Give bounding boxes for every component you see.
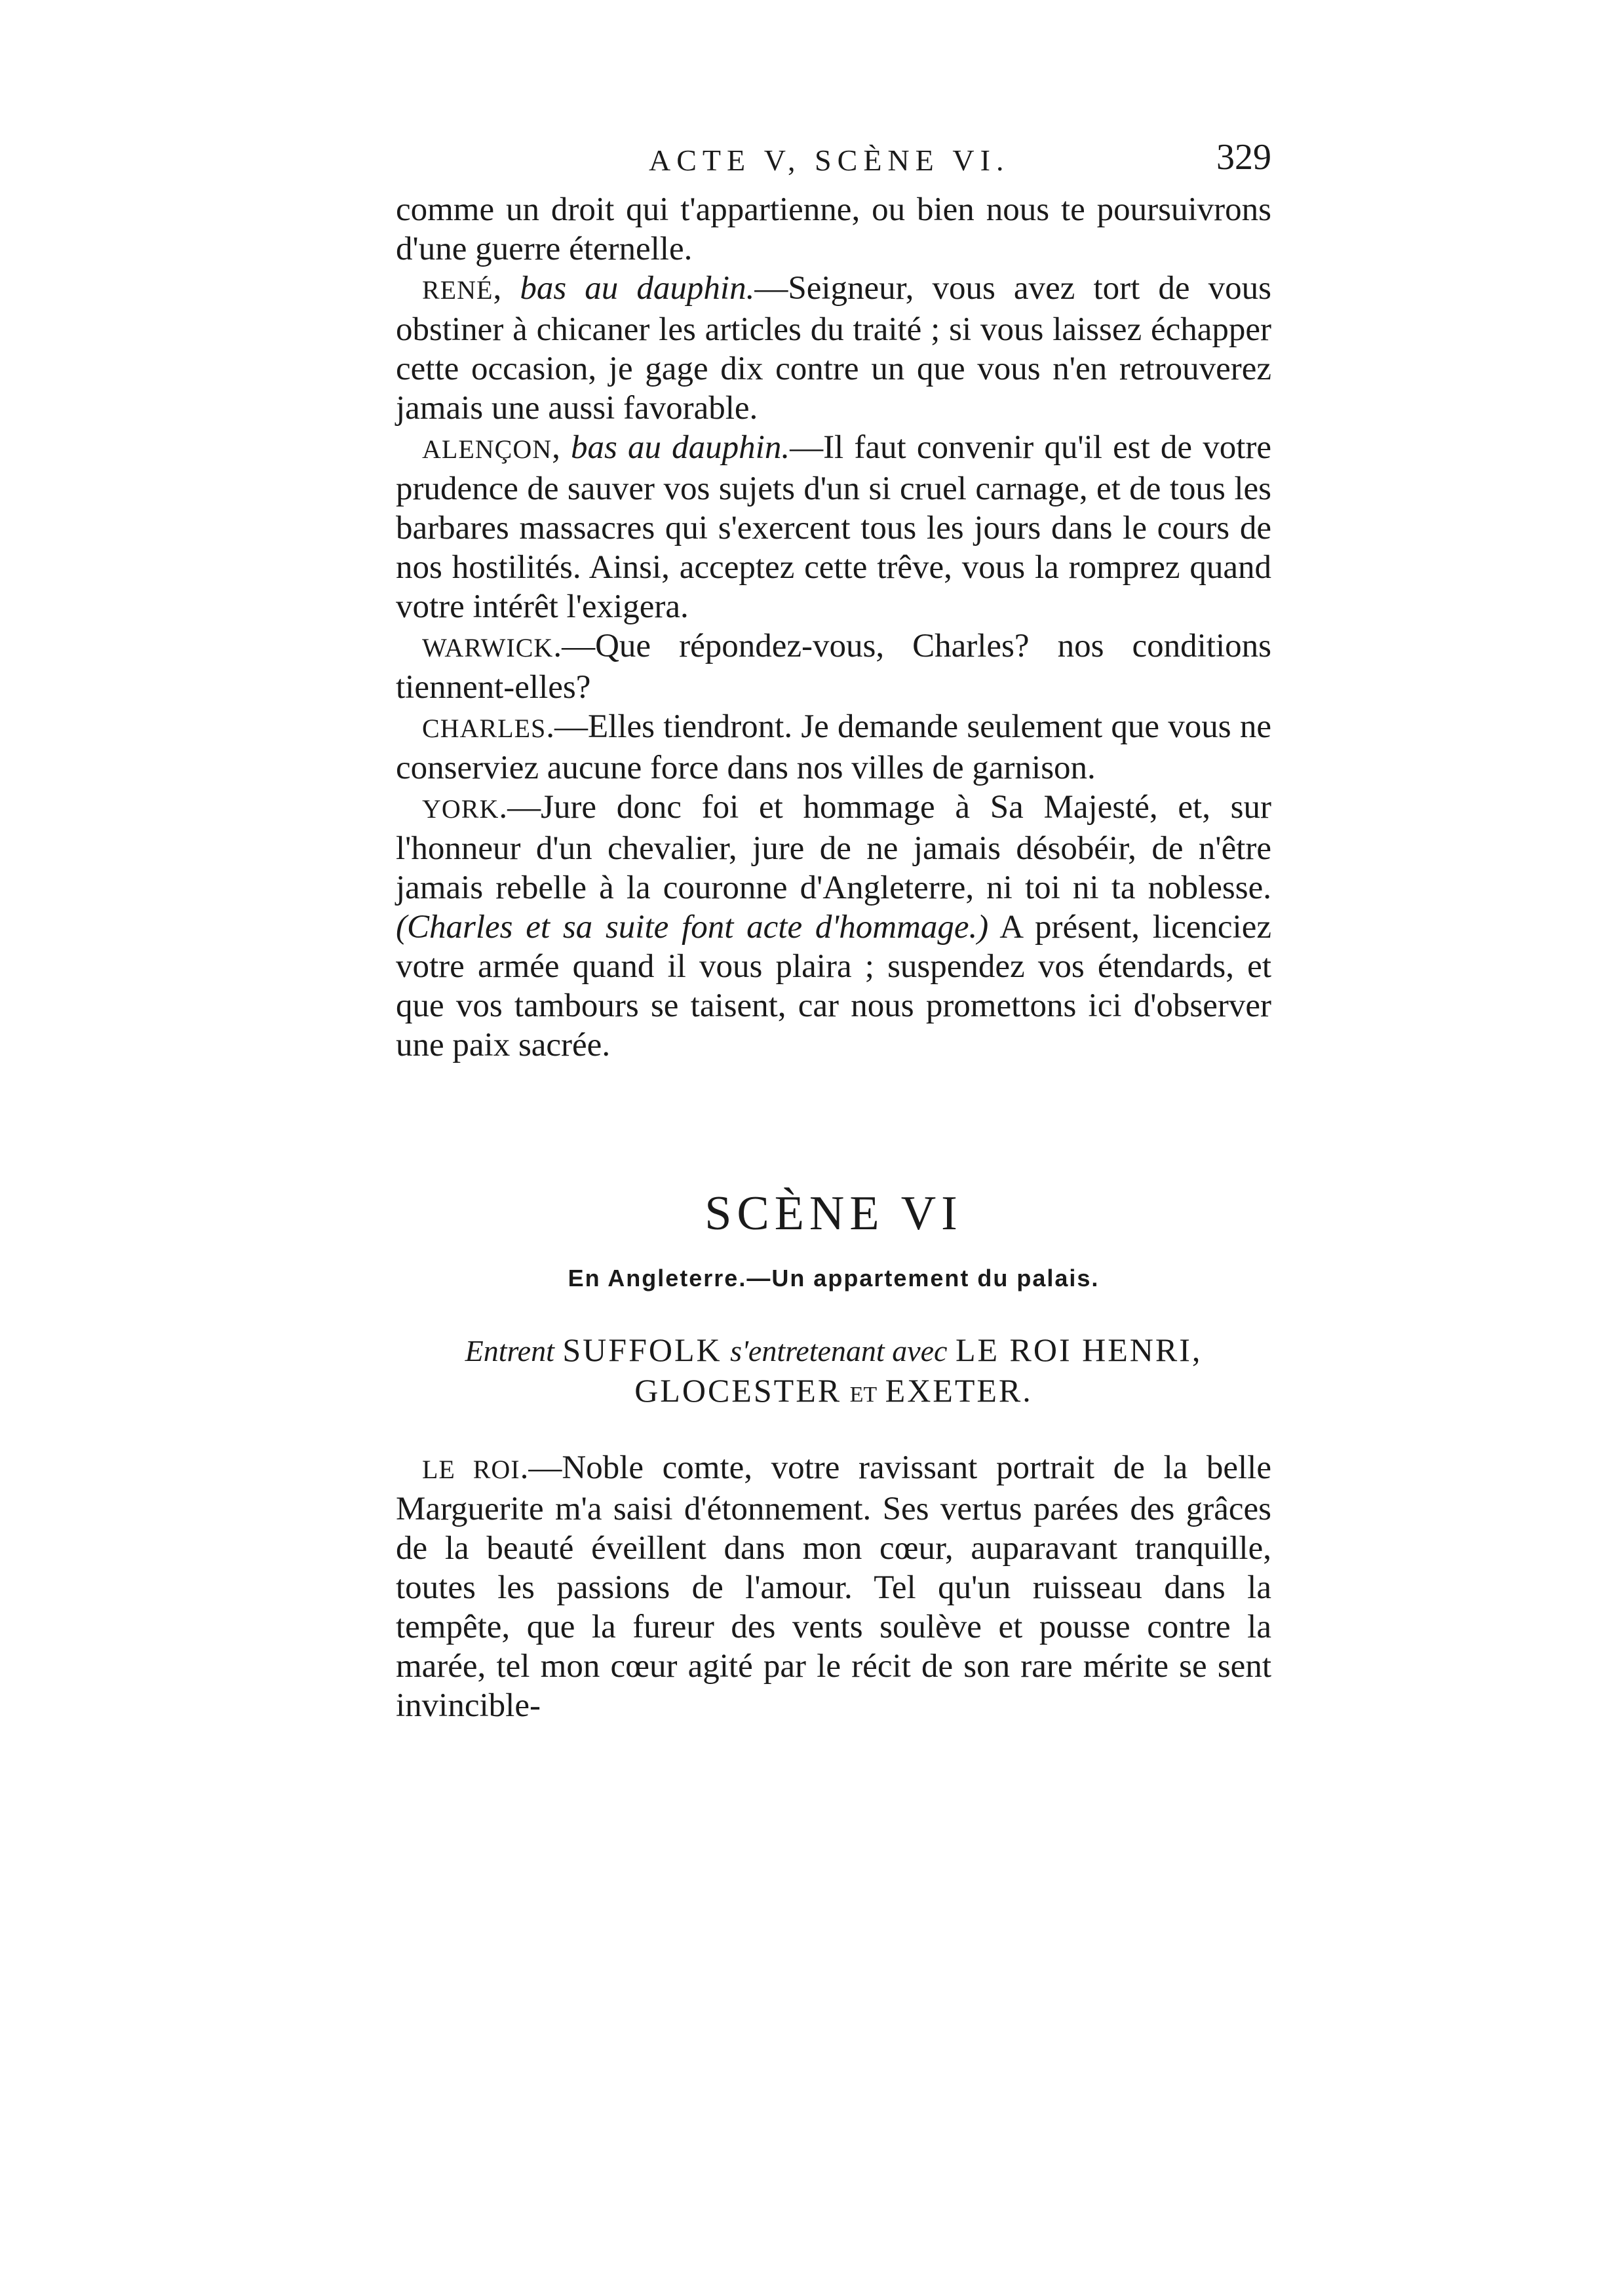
scene-setting: En Angleterre.—Un appartement du palais. <box>568 1265 1100 1292</box>
stage-direction: bas au dauphin. <box>571 429 790 466</box>
speech-text: .—Que répondez-vous, Charles? nos conditions tiennent-elles? <box>396 628 1271 706</box>
speech-rene: RENÉ, bas au dauphin.—Seigneur, vous avez tort de vous obstiner à chicaner les articles du traité ; si vous laissez échapper cette occasion, je gage dix contre un que vous n'en retrouverez jamais une aussi favorable. <box>396 270 1271 427</box>
speech-text: —Il faut convenir qu'il est de votre prudence de sauver vos sujets d'un si cruel carnage, et de tous les barbares massacres qui s'exercent tous les jours dans le cours de nos hostilités. Ainsi, acceptez cette trêve, vous la romprez quand votre intérêt l'exigera. <box>396 429 1271 625</box>
speaker-name: ALENÇON <box>422 434 552 464</box>
entrance-direction <box>396 1330 1271 1415</box>
main-text <box>396 190 1271 1065</box>
speech-warwick <box>396 626 1271 707</box>
speaker-name: CHARLES <box>422 714 547 743</box>
entrance-verb: s'entretenant avec <box>730 1334 948 1368</box>
entrance-word: Entrent <box>465 1334 554 1368</box>
speech-text: .—Jure donc foi et hommage à Sa Majesté, et, sur l'honneur d'un chevalier, jure de ne jamais désobéir, de n'être jamais rebelle à la couronne d'Angleterre, ni toi ni ta noblesse. <box>396 789 1271 906</box>
speech-text: .—Noble comte, votre ravissant portrait de la belle Marguerite m'a saisi d'étonnement. Ses vertus parées des grâces de la beauté éveillent dans mon cœur, auparavant tranquille, toutes les passions de l'amour. Tel qu'un ruisseau dans la tempête, que la fureur des vents soulève et pousse contre la marée, tel mon cœur agité par le récit de son rare mérite se sent invincible- <box>396 1449 1271 1724</box>
running-head: ACTE V, SCÈNE VI. <box>649 144 1010 177</box>
speech-king <box>396 1448 1271 1725</box>
speech-text: —Seigneur, vous avez tort de vous obstiner à chicaner les articles du traité ; si vous laissez échapper cette occasion, je gage dix contre un que vous n'en retrouverez jamais une aussi favorable. <box>396 270 1271 427</box>
conjunction: ET <box>849 1383 878 1407</box>
speaker-name: YORK <box>422 794 499 824</box>
character-suffolk: SUFFOLK <box>562 1331 722 1368</box>
speech-text: .—Elles tiendront. Je demande seulement que vous ne conserviez aucune force dans nos villes de garnison. <box>396 708 1271 786</box>
stage-direction: (Charles et sa suite font acte d'hommage.) <box>396 909 989 946</box>
speech-text-continued: A présent, licenciez votre armée quand il vous plaira ; suspendez vos étendards, et que vos tambours se taisent, car nous promettons ici d'observer une paix sacrée. <box>396 909 1271 1063</box>
character-exeter: EXETER. <box>885 1372 1033 1409</box>
character-king: LE ROI HENRI, <box>955 1331 1203 1368</box>
speech-charles <box>396 707 1271 788</box>
character-glocester: GLOCESTER <box>634 1372 842 1409</box>
speaker-name: RENÉ <box>422 275 493 305</box>
speech-alencon: ALENÇON, bas au dauphin.—Il faut convenir qu'il est de votre prudence de sauver vos sujets d'un si cruel carnage, et de tous les barbares massacres qui s'exercent tous les jours dans le cours de nos hostilités. Ainsi, acceptez cette trêve, vous la romprez quand votre intérêt l'exigera. <box>396 429 1271 625</box>
stage-direction: bas au dauphin. <box>520 270 755 307</box>
speaker-name: LE ROI <box>422 1455 520 1484</box>
page-number: 329 <box>1216 137 1271 178</box>
scene-text <box>396 1448 1271 1725</box>
speech-york <box>396 788 1271 1065</box>
scene-title: SCÈNE VI <box>705 1187 963 1240</box>
speaker-name: WARWICK <box>422 633 554 662</box>
continuation-paragraph: comme un droit qui t'appartienne, ou bien nous te poursuivrons d'une guerre éternelle. <box>396 191 1271 267</box>
page-header <box>400 136 1271 182</box>
